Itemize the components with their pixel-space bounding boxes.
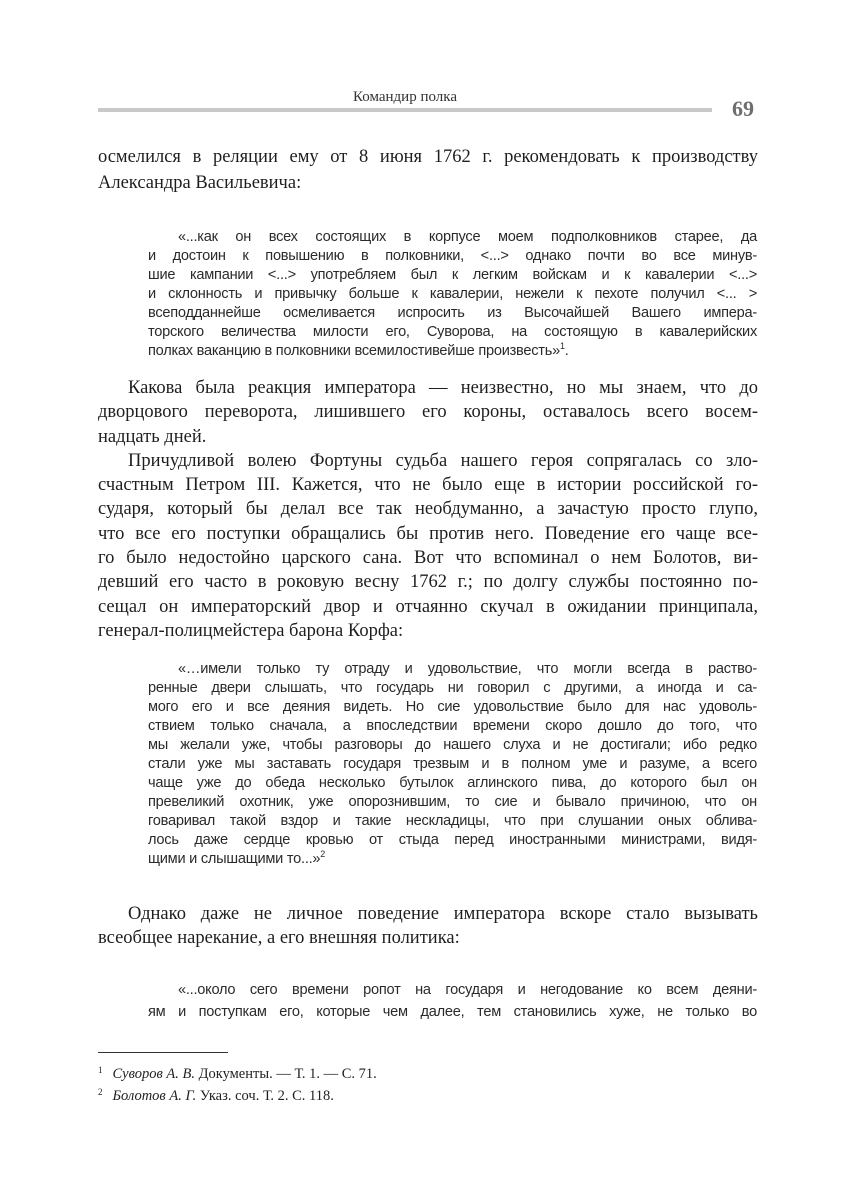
footnote-ref-1[interactable]: 1 xyxy=(559,341,565,351)
footnote-1 xyxy=(98,1065,377,1083)
quote-line xyxy=(148,850,757,869)
quote-line: мого его и все деяния видеть. Но сие удовольствие было для нас удоволь- xyxy=(148,699,757,715)
quote-3 xyxy=(148,979,757,1023)
quote-line: чаще уже до обеда несколько бутылок аглинского пива, до которого был он xyxy=(148,775,757,791)
footnote-rule xyxy=(98,1052,228,1053)
quote-line: шие кампании <...> употребляем был к легким войскам и к кавалерии <...> xyxy=(148,267,757,283)
quote-line: и достоин к повышению в полковники, <...> однако почти во все минув- xyxy=(148,248,757,264)
quote-line: ренные двери слышать, что государь ни говорил с другими, а иногда и са- xyxy=(148,680,757,696)
text-line: генерал-полицмейстера барона Корфа: xyxy=(98,620,404,641)
quote-line: «...как он всех состоящих в корпусе моем подполковников старее, да xyxy=(178,229,757,245)
page-number: 69 xyxy=(732,96,754,121)
paragraph-1 xyxy=(98,144,758,196)
quote-line: говаривал такой вздор и такие нескладицы, что при слушании оных облива- xyxy=(148,813,757,829)
text-line: дворцового переворота, лишившего его короны, оставалось всего восем- xyxy=(98,402,758,423)
text-line: осмелился в реляции ему от 8 июня 1762 г. рекомендовать к производству xyxy=(98,147,758,167)
quote-line: мы желали уже, чтобы разговоры до нашего слуха и не достигали; ибо редко xyxy=(148,737,757,753)
paragraph-3 xyxy=(98,449,758,643)
text-line: девший его часто в роковую весну 1762 г.; по долгу службы постоянно по- xyxy=(98,572,758,593)
quote-line: торского величества милости его, Суворова, на состоящую в кавалерийских xyxy=(148,324,757,340)
paragraph-2 xyxy=(98,376,758,449)
quote-line: полках ваканцию в полковники всемилостивейше произвесть»$^1$. xyxy=(148,341,569,359)
running-title: Командир полка xyxy=(353,89,457,105)
header-rule xyxy=(98,108,712,112)
text-line: что все его поступки обращались бы против него. Поведение его чаще все- xyxy=(98,523,758,544)
quote-line: «...около сего времени ропот на государя и негодование ко всем деяни- xyxy=(178,982,757,998)
footnote-ref-2[interactable]: 2 xyxy=(320,849,326,859)
quote-line: и склонность и привычку больше к кавалерии, нежели к пехоте получил <... > xyxy=(148,286,757,302)
quote-line: стали уже мы заставать государя трезвым и в полном уме и разуме, а всего xyxy=(148,756,757,772)
text-line: Причудливой волею Фортуны судьба нашего героя сопрягалась со зло- xyxy=(128,450,758,471)
footnote-2 xyxy=(98,1087,334,1105)
quote-text: полках ваканцию в полковники всемилостивейше произвесть» xyxy=(148,343,560,359)
text-line: сещал он императорский двор и отчаянно скучал в ожидании принципала, xyxy=(98,596,758,617)
footnote-author: Суворов А. В. xyxy=(112,1066,195,1082)
paragraph-4 xyxy=(98,902,758,950)
footnote-number: 2 xyxy=(98,1087,103,1097)
quote-line: превеликий охотник, уже опорознившим, то сие и бывало причиною, что он xyxy=(148,794,757,810)
quote-1 xyxy=(148,228,757,361)
footnote-text: Документы. — Т. 1. — С. 71. xyxy=(198,1066,377,1082)
quote-line: лось даже сердце кровью от стыда перед иностранными министрами, видя- xyxy=(148,832,757,848)
footnote-author: Болотов А. Г. xyxy=(112,1088,197,1104)
quote-line: ствием только сначала, а впоследствии времени скоро дошло до того, что xyxy=(148,718,757,734)
quote-line: ям и поступкам его, которые чем далее, тем становились хуже, не только во xyxy=(148,1004,757,1020)
footnote-number: 1 xyxy=(98,1065,103,1075)
footnote-text: Указ. соч. Т. 2. С. 118. xyxy=(199,1088,334,1104)
text-line: надцать дней. xyxy=(98,426,207,447)
text-line: го было недостойно царского сана. Вот что вспоминал о нем Болотов, ви- xyxy=(98,548,758,569)
quote-line: «…имели только ту отраду и удовольствие, что могли всегда в раство- xyxy=(178,661,757,677)
text-line: всеобщее нарекание, а его внешняя политика: xyxy=(98,928,460,948)
text-line: сударя, который бы делал все так необдуманно, а зачастую просто глупо, xyxy=(98,499,758,520)
text-line: Однако даже не личное поведение императора вскоре стало вызывать xyxy=(128,904,758,924)
text-line: Александра Васильевича: xyxy=(98,173,302,193)
quote-2 xyxy=(148,660,757,869)
text-line: счастным Петром III. Кажется, что не было еще в истории российской го- xyxy=(98,475,758,496)
quote-text: щими и слышащими то...» xyxy=(148,851,321,867)
text-line: Какова была реакция императора — неизвестно, но мы знаем, что до xyxy=(128,378,758,398)
quote-line: всеподданнейше осмеливается испросить из Высочайшей Вашего импера- xyxy=(148,305,757,321)
